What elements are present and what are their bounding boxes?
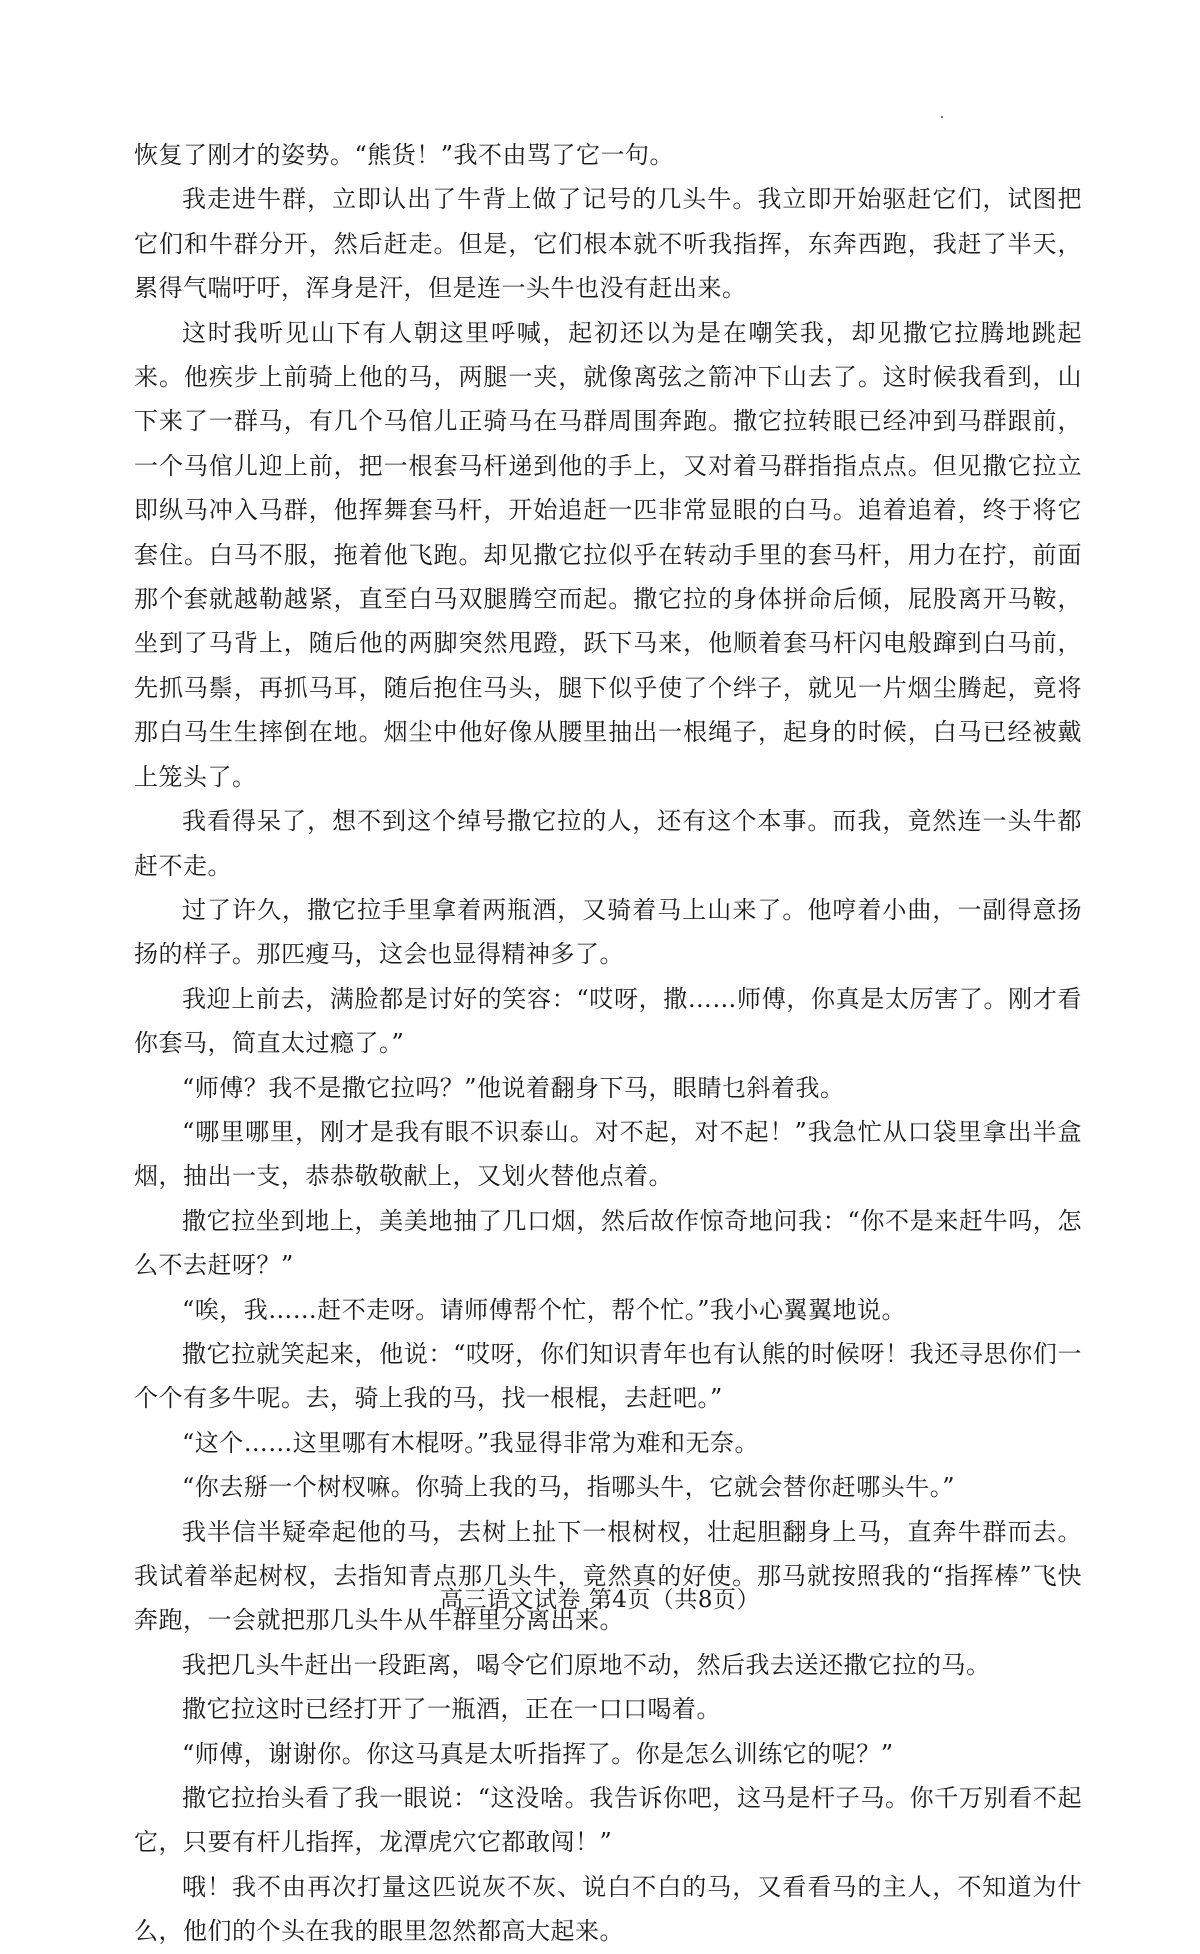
paragraph: 撒它拉就笑起来，他说：“哎呀，你们知识青年也有认熊的时候呀！我还寻思你们一个个有多牛呢。去，骑上我的马，找一根棍，去赶吧。”: [134, 1339, 1082, 1413]
paragraph: 撒它拉这时已经打开了一瓶酒，正在一口口喝着。: [182, 1695, 721, 1724]
story-text: [134, 133, 1082, 1954]
paragraph: 过了许久，撒它拉手里拿着两瓶酒，又骑着马上山来了。他哼着小曲，一副得意扬扬的样子。那匹瘦马，这会也显得精神多了。: [134, 895, 1082, 969]
paragraph: 我把几头牛赶出一段距离，喝令它们原地不动，然后我去送还撒它拉的马。: [182, 1650, 991, 1679]
paragraph: 我看得呆了，想不到这个绰号撒它拉的人，还有这个本事。而我，竟然连一头牛都赶不走。: [134, 807, 1082, 880]
paragraph: “师傅，谢谢你。你这马真是太听指挥了。你是怎么训练它的呢？”: [182, 1739, 894, 1768]
paragraph: “哪里哪里，刚才是我有眼不识泰山。对不起，对不起！”我急忙从口袋里拿出半盒烟，抽出一支，恭恭敬敬献上，又划火替他点着。: [134, 1117, 1082, 1191]
page-footer: 高三语文试卷 第4页（共8页）: [439, 1587, 761, 1613]
paragraph: 撒它拉抬头看了我一眼说：“这没啥。我告诉你吧，这马是杆子马。你千万别看不起它，只要有杆儿指挥，龙潭虎穴它都敢闯！”: [134, 1784, 1082, 1857]
scan-speck: [941, 116, 943, 118]
paragraph: 撒它拉坐到地上，美美地抽了几口烟，然后故作惊奇地问我：“你不是来赶牛吗，怎么不去赶呀？”: [134, 1206, 1082, 1280]
paragraph: “你去掰一个树杈嘛。你骑上我的马，指哪头牛，它就会替你赶哪头牛。”: [182, 1473, 956, 1502]
paragraph: 这时我听见山下有人朝这里呼喊，起初还以为是在嘲笑我，却见撒它拉腾地跳起来。他疾步上前骑上他的马，两腿一夹，就像离弦之箭冲下山去了。这时候我看到，山下来了一群马，有几个马倌儿正骑马在马群周围奔跑。撒它拉转眼已经冲到马群跟前，一个马倌儿迎上前，把一根套马杆递到他的手上，又对着马群指指点点。但见撒它拉立即纵马冲入马群，他挥舞套马杆，开始追赶一匹非常显眼的白马。追着追着，终于将它套住。白马不服，拖着他飞跑。却见撒它拉似乎在转动手里的套马杆，用力在拧，前面那个套就越勒越紧，直至白马双腿腾空而起。撒它拉的身体拼命后倾，屁股离开马鞍，坐到了马背上，随后他的两脚突然甩蹬，跃下马来，他顺着套马杆闪电般蹿到白马前，先抓马鬃，再抓马耳，随后抱住马头，腿下似乎使了个绊子，就见一片烟尘腾起，竟将那白马生生摔倒在地。烟尘中他好像从腰里抽出一根绳子，起身的时候，白马已经被戴上笼头了。: [134, 318, 1082, 791]
paragraph: 我迎上前去，满脸都是讨好的笑容：“哎呀，撒……师傅，你真是太厉害了。刚才看你套马，简直太过瘾了。”: [134, 984, 1082, 1058]
paragraph: “唉，我……赶不走呀。请师傅帮个忙，帮个忙。”我小心翼翼地说。: [182, 1295, 907, 1324]
paragraph: 哦！我不由再次打量这匹说灰不灰、说白不白的马，又看看马的主人，不知道为什么，他们的个头在我的眼里忽然都高大起来。: [134, 1872, 1082, 1946]
paragraph: “师傅？我不是撒它拉吗？”他说着翻身下马，眼睛乜斜着我。: [182, 1073, 845, 1102]
paragraph: 恢复了刚才的姿势。“熊货！”我不由骂了它一句。: [134, 141, 675, 169]
paragraph: 我走进牛群，立即认出了牛背上做了记号的几头牛。我立即开始驱赶它们，试图把它们和牛群分开，然后赶走。但是，它们根本就不听我指挥，东奔西跑，我赶了半天，累得气喘吁吁，浑身是汗，但是连一头牛也没有赶出来。: [134, 185, 1082, 303]
paragraph: 我半信半疑牵起他的马，去树上扯下一根树杈，壮起胆翻身上马，直奔牛群而去。我试着举起树杈，去指知青点那几头牛，竟然真的好使。那马就按照我的“指挥棒”飞快奔跑，一会就把那几头牛从牛群里分离出来。: [134, 1517, 1082, 1635]
paragraph: “这个……这里哪有木棍呀。”我显得非常为难和无奈。: [182, 1428, 760, 1457]
